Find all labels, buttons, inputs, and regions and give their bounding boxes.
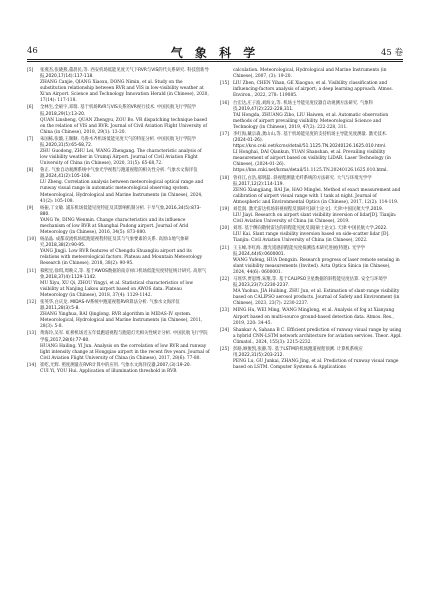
right-reference-column	[220, 68, 403, 373]
reference-number: [21]	[220, 245, 229, 251]
reference-english-text: ZENG Xiangjiang, BAI Jie, HAO Minglei. Method of exact measurement and calibration of airport visual range with 1 tank at night. Journal of Atmospheric and Environmental Optics (in Chinese), 2017, 12(2): 114-119.	[233, 187, 401, 205]
reference-item	[220, 132, 403, 174]
reference-chinese-text: 台宏达,庄子波,刘海文,等. 机场主导能见度仪器自动观测方法研究. 气象科技,2019,47(2):222-228,311.	[233, 100, 373, 112]
reference-item	[27, 300, 210, 330]
reference-english-text: LIU Kai. Slant range visibility inversion based on side-scatter lidar [D]. Tianjin: Civil Aviation University of China (in Chinese), 2022.	[233, 232, 390, 244]
reference-number: [7]	[27, 136, 34, 142]
reference-item	[27, 68, 210, 104]
reference-number: [19]	[220, 206, 229, 212]
reference-item	[27, 206, 210, 236]
reference-english-text: HUANG Hailing, YI Jun. Analysis on the correlation of low RVR and runway light intensity change at Hongqiao airport in the recent five years. Journal of Civil Aviation Flight University of China (in Chinese), 2017, 28(6): 77-80.	[40, 343, 210, 361]
reference-number: [10]	[27, 237, 36, 243]
page-number: 46	[27, 46, 38, 56]
reference-number: [6]	[27, 105, 34, 111]
reference-number: [11]	[27, 268, 36, 274]
reference-chinese-text: 张燕杰,张晓燕,董晨民,等. 西安机场低能见度天气下RVR与VIS的代关系研究. 科技创新导报,2020,17(14):117-118.	[40, 68, 209, 80]
reference-number: [25]	[220, 347, 229, 353]
reference-item	[220, 308, 403, 326]
reference-english-text: YANG Ye, DING Wenmin. Change characteristics and its influence mechanism of low RVR at Shanghai Pudong airport. Journal of Arid Meteorology (in Chinese), 2016, 34(5): 873-880.	[40, 217, 189, 235]
reference-item	[27, 168, 210, 204]
reference-english-text: MU Xiyu, XU Qi, ZHOU Yingyi, et al. Statistical characteristics of low visibility at Nanjing Lukou airport based on AWOS data. Plateau Meteorology (in Chinese), 2018, 37(4): 1129-1142.	[40, 280, 194, 298]
reference-chinese-text: 慕熙昱,徐琪,周映义,等. 基于AWOS数据的南京禄口机场低能见度特征统计研究. 高原气象,2018,37(4):1129-1142.	[40, 268, 207, 280]
reference-chinese-text: 全林生,全硕宇,邓瑞. 基于机场RVR与VIS关系的VR视行技术. 中国民航飞行学院学报,2018,29(1):13-20.	[40, 105, 197, 117]
reference-english-text: LIU Zhen, CHEN Yihan, GE Xiaoguo, et al. Visibility classification and influencing-factors analysis of airport; a deep learning approach. Atmos. Environ., 2022, 278: 119085.	[233, 81, 393, 99]
reference-number: [13]	[27, 331, 36, 337]
reference-english-text: ZHU Guodong, ZHU Lei, WANG Zhengang. The characteristic analysis of low visibility weather in Urumqi Airport. Journal of Civil Aviation Flight University of China (in Chinese), 2020, 31(5): 65-68,72.	[40, 148, 202, 167]
reference-number: [14]	[27, 362, 36, 368]
reference-number: [9]	[27, 205, 34, 211]
reference-number: [22]	[220, 277, 229, 283]
reference-number: [16]	[220, 100, 229, 106]
reference-chinese-text: 马瑶华,贾思博,朱翔,等. 基于CALIPSO卫星数据的斜程能见度估算. 安全与环境学报,2023,23(7):2230-2237.	[233, 277, 388, 289]
reference-english-text: Shankar A, Sahana B C. Efficient prediction of runway visual range by using a hybrid CNN-LSTM network architecture for aviation services. Theor. Appl. Climatol., 2024, 155(3): 2215-2232.	[233, 327, 402, 345]
reference-item	[220, 277, 403, 307]
reference-english-text: QUAN Linsheng, QUAN Zhengyu, ZOU Bo. VR dispatching technique based on the relation of VIS and RVR. Journal of Civil Aviation Flight University of China (in Chinese), 2018, 29(1): 13-20.	[40, 117, 208, 135]
reference-item	[27, 137, 210, 167]
reference-english-text: ZHANG Yinghua, BAI Qinglong. RVR algorithm in MIDAS-IV system. Meteorological, Hydrological and Marine Instruments (in Chinese), 2011, 28(3): 5-8.	[40, 312, 203, 330]
reference-chinese-text: 彭路,顾俊凯,张静,等. 基于LSTM的机场跑道视程预测. 计算机系统应用,2022,31(5):203-212.	[233, 347, 363, 359]
reference-number: [20]	[220, 226, 229, 232]
reference-english-text: PENG Lu, GU Junkai, ZHANG Jing, et al. Prediction of runway visual range based on LSTM. Computer Systems & Applications	[233, 359, 399, 371]
reference-number: [5]	[27, 68, 34, 73]
left-reference-column	[27, 68, 210, 376]
reference-english-text: YANG Jingji. Low RVR features of Chengdu Shuangliu airport and its relations with meteorological factors. Plateau and Mountain Meteorology Research (in Chinese), 2018, 38(2): 90-95.	[40, 249, 203, 267]
reference-number: [8]	[27, 168, 34, 174]
reference-english-text: CUI Yi, YOU Hui. Application of illumination threshold in RVR	[40, 368, 177, 374]
reference-chinese-text: 王玉峰,李红海. 激光遥感斜程能见度探测技术研究进展(特邀). 光学学报,2024,44(6):0600001.	[233, 245, 365, 257]
reference-english-text: MA Yaohua, JIA Huibing, ZHU Jun, et al. Estimation of slant-range visibility based on CALIPSO aerosol products. Journal of Safety and Environment (in Chinese), 2023, 23(7): 2230-2237.	[233, 289, 400, 307]
reference-item	[27, 105, 210, 135]
reference-item	[220, 347, 403, 371]
reference-chinese-text: 刘瑶. 基于侧向散射雷达的斜程能见度反演[硕士论文]. 天津:中国民航大学,2022.	[233, 226, 388, 232]
reference-chinese-text: 黄海玲,吴军. 虹桥机场近五年低跑道视程与跑道灯光相关性统计分析. 中国民航飞行学院学报,2017,28(6):77-80.	[40, 331, 208, 343]
reference-item	[27, 237, 210, 267]
reference-number: [23]	[220, 308, 229, 314]
reference-item	[220, 101, 403, 131]
reference-item	[27, 363, 210, 375]
reference-item	[220, 81, 403, 99]
reference-english-text: WANG Yufeng, HUA Dengxin. Research progress of laser remote sensing in slant visibility measurements (Invited). Acta Optica Sinica (in Chinese), 2024, 44(6): 0600001.	[233, 257, 400, 275]
reference-chinese-text: 李红海,戴宗森,龚山山,等. 基于机场能见度的支持机场主导能见度测量. 激光技术. (2024-01-26). https://kns.cnki.net/kcms/detail/51.1125.TN.20240126.1625.010.html.	[233, 132, 388, 150]
reference-english-text: TAI Hongda, ZHUANG Zibo, LIU Haiwen, et al. Automatic observation methods of airport prevailing visibility. Meteorological Science and Technology (in Chinese), 2019, 47(2): 222-228, 311.	[233, 112, 389, 130]
header-rule-thick	[27, 59, 403, 60]
reference-english-text: LU Zheng. Correlation analysis between meteorological optical range and runway visual range in automatic meteorological observing system. Meteorological, Hydrological and Marine Instruments (in Chinese), 2024, 41(2): 105-108.	[40, 180, 204, 204]
reference-chinese-text: 杨振,丁文敏. 浦东机场低能见度特征及其影响机制分析. 干旱气象,2016,34(5):873-880.	[40, 205, 202, 217]
reference-chinese-text: 刘佳润. 激光雷达机场斜视视程反演研究[硕士论文]. 天津:中国民航大学,2019.	[233, 206, 384, 212]
reference-chinese-text: 曾祥江,白浩,郝明磊. 斜视程测量光纤系统的方法研究. 大气与环境光学学报,2017,12(2):114-119.	[233, 175, 372, 187]
reference-chinese-text: 张英华,白庆龙. MIDAS-IV系统中跑道视程RVR算法分析. 气象水文海洋仪器,2011,28(3):5-8.	[40, 300, 180, 312]
reference-number: [17]	[220, 132, 229, 138]
reference-item	[27, 331, 210, 361]
reference-english-text: MING Hu, WEI Ming, WANG Minglong, et al. Analysis of fog at Xianyang Airport based on multi-source ground-based detection data. Atmos. Res., 2019, 220: 34-45.	[233, 308, 395, 326]
reference-english-text: LIU Jiayi. Research on airport slant visibility inversion of lidar[D]. Tianjin: Civil Aviation University of China (in Chinese), 2019.	[233, 213, 397, 225]
reference-chinese-text: 崔屹,尤辉. 照度测量在RVR计算中的应用. 气象水文海洋仪器,2007,(3):19-20.	[40, 362, 192, 368]
reference-chinese-text: 鲁正. 气象自动观测系统中气象光学视程与跑道视程的相关性分析. 气象水文海洋仪器,2024,41(2):105-108.	[40, 168, 198, 180]
reference-number: [24]	[220, 327, 229, 333]
reference-number: [18]	[220, 175, 229, 181]
journal-title: 气 象 科 学	[170, 46, 260, 60]
reference-item	[220, 207, 403, 225]
reference-english-text: calculation. Meteorological, Hydrological and Marine Instruments (in Chinese), 2007, (3): 19-20.	[233, 68, 387, 80]
reference-item	[220, 176, 403, 206]
reference-item	[220, 328, 403, 346]
reference-chinese-text: 杨晶晶. 成都双流机场低跑道视程特征及其与气象要素的关系. 高原山地气象研究,2018,38(2):90-95.	[40, 237, 189, 249]
reference-number: [12]	[27, 300, 36, 306]
reference-chinese-text: 朱国栋,张璇,王顺顺. 乌鲁木齐机场低能见度天气的特征分析. 中国民航飞行学院学报,2020,31(5):65-68,72.	[40, 136, 196, 148]
header-rule-thin	[27, 61, 403, 62]
page-header	[27, 44, 403, 58]
volume-label: 45 卷	[380, 48, 403, 58]
reference-item	[27, 269, 210, 299]
reference-item	[220, 246, 403, 276]
reference-item	[220, 68, 403, 80]
reference-english-text: ZHANG Canjie, QIANG Xiaoxu, DONG Nimin, et al. Study on the substitution relationship between RVR and VIS in low-visibility weather at Xi'an Airport. Science and Technology Innovation Herald (in Chinese), 2020, 17(14): 117-118.	[40, 80, 209, 104]
reference-english-text: LI Honghai, DAI Qiankun, YUAN Shanshan, et al. Prevailing visibility measurement of airport based on visibility LiDAR. Laser Technology (in Chinese), (2024-01-26). https://kns.cnki.net/kcms/detail/51.1125.TN.20240126.1625.010.html.	[233, 150, 391, 174]
reference-number: [15]	[220, 81, 229, 87]
reference-item	[220, 226, 403, 244]
